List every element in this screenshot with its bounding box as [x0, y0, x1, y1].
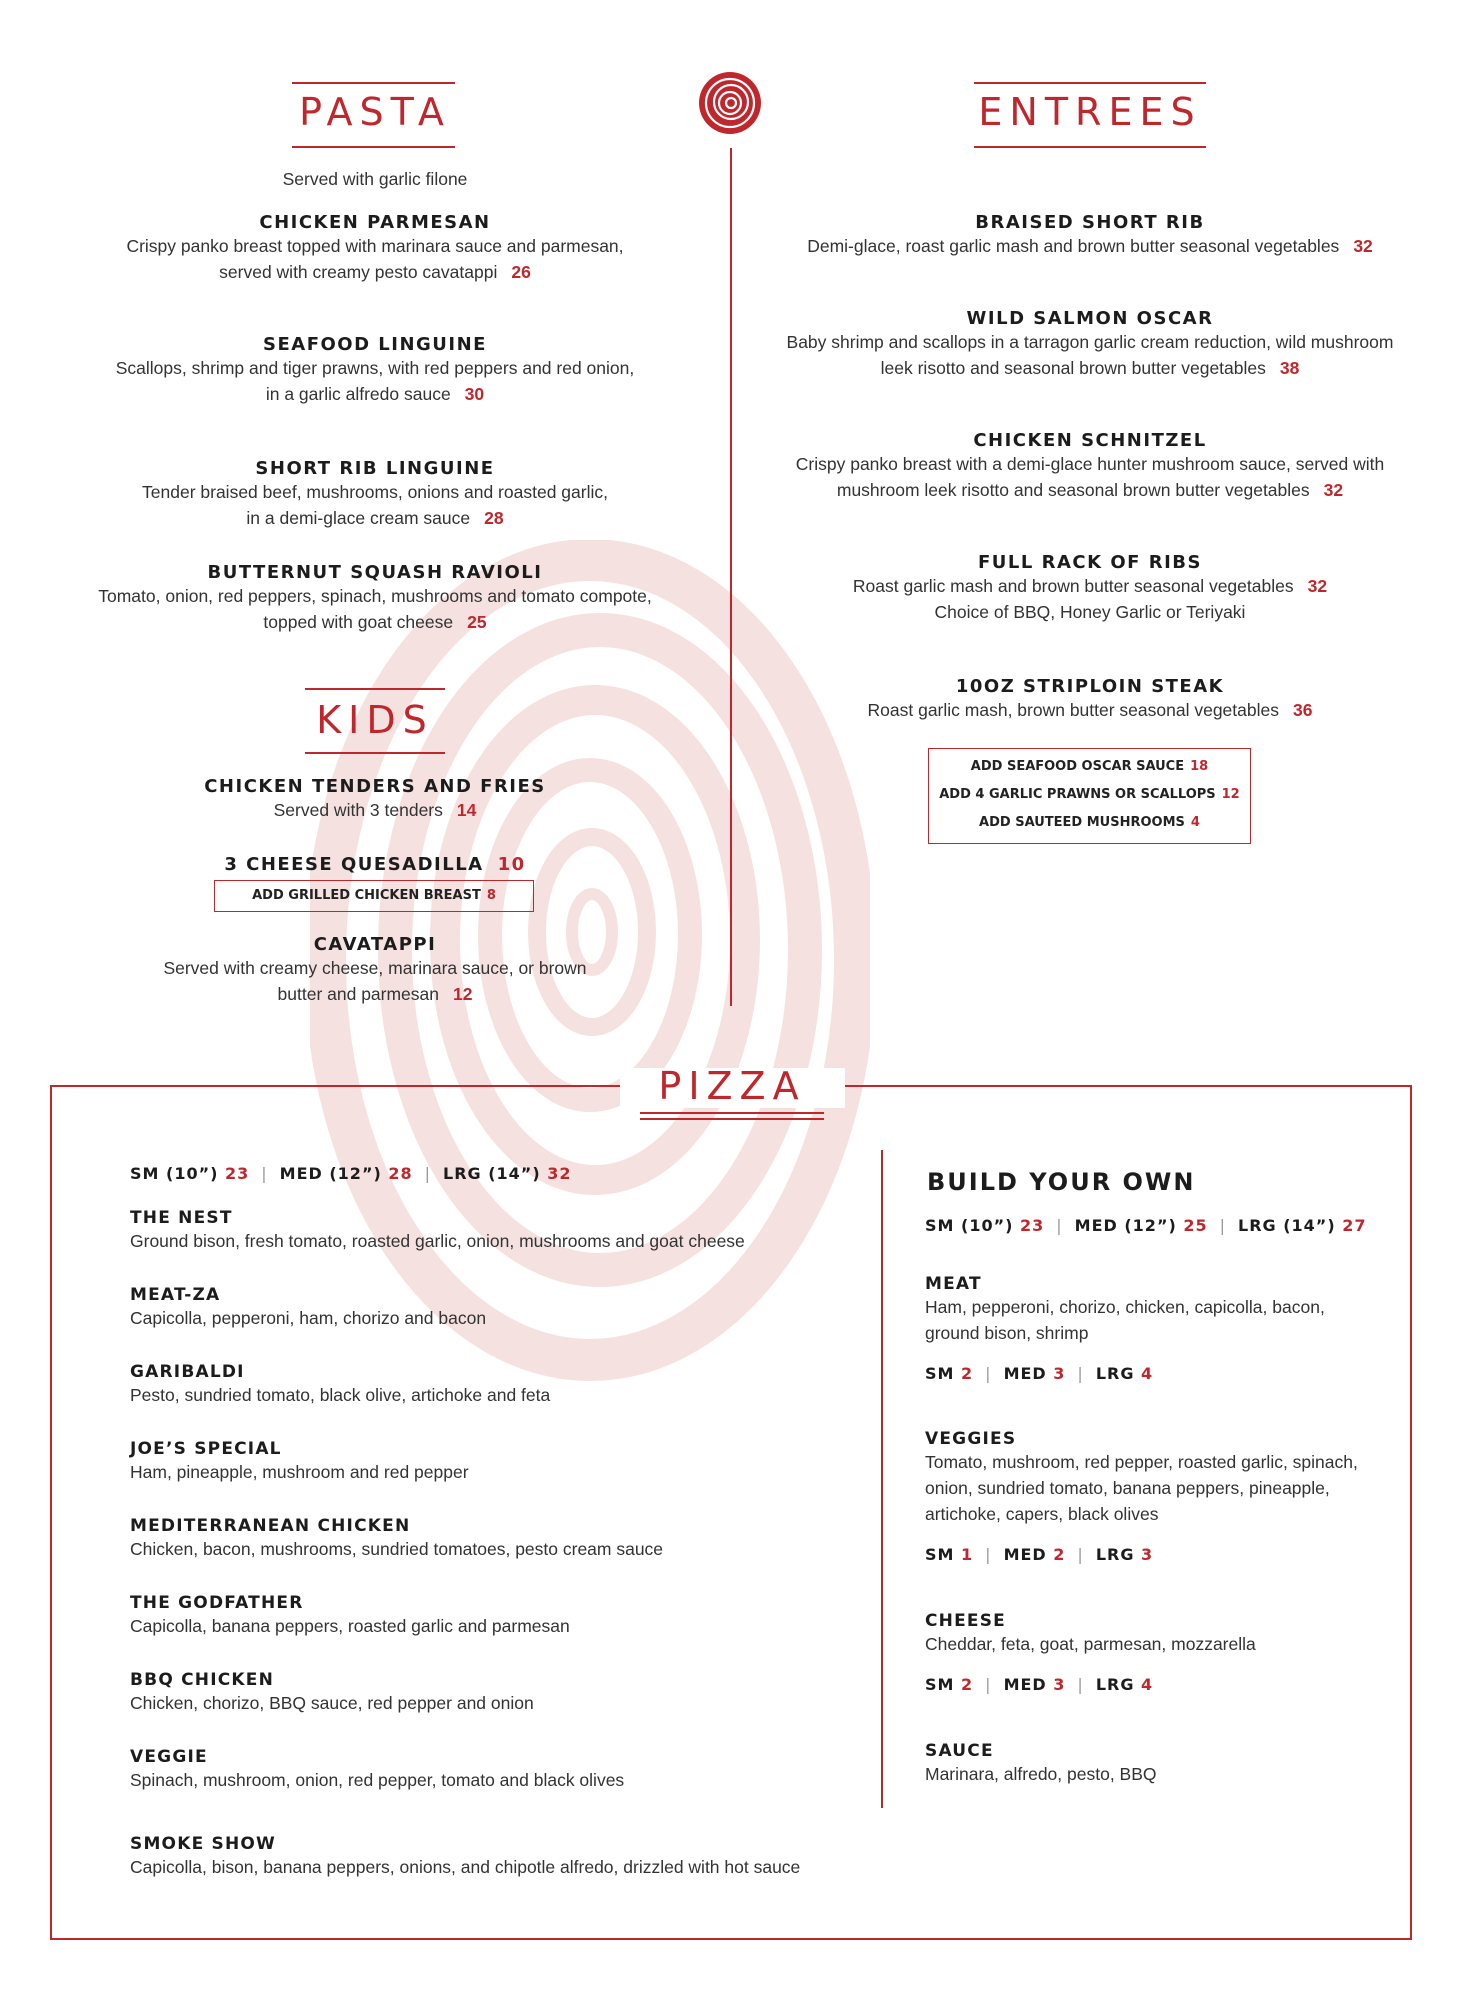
size-label: SM — [925, 1675, 955, 1694]
item-desc: Capicolla, pepperoni, ham, chorizo and bacon — [130, 1308, 487, 1328]
addon-label: ADD 4 GARLIC PRAWNS OR SCALLOPS — [939, 787, 1216, 802]
item-desc: Capicolla, bison, banana peppers, onions, and chipotle alfredo, drizzled with hot sauce — [130, 1857, 801, 1877]
item-price: 30 — [464, 384, 485, 404]
item-desc: Ham, pineapple, mushroom and red pepper — [130, 1462, 469, 1482]
item-desc: Roast garlic mash and brown butter seasonal vegetables — [852, 576, 1294, 596]
size-price: 4 — [1141, 1364, 1154, 1383]
pizza-item — [130, 1208, 850, 1254]
pasta-item — [75, 458, 675, 531]
item-name: SEAFOOD LINGUINE — [263, 334, 487, 355]
size-label: LRG — [1095, 1364, 1135, 1383]
item-desc: mushroom leek risotto and seasonal brown butter vegetables — [836, 480, 1310, 500]
item-name: BUTTERNUT SQUASH RAVIOLI — [207, 562, 543, 583]
addon-label: ADD SAUTEED MUSHROOMS — [979, 815, 1185, 830]
size-price: 23 — [1020, 1216, 1045, 1235]
pizza-item — [130, 1362, 850, 1408]
size-price: 3 — [1141, 1545, 1154, 1564]
item-desc: served with creamy pesto cavatappi — [219, 262, 498, 282]
pasta-title: PASTA — [299, 90, 451, 134]
size-price: 2 — [1053, 1545, 1066, 1564]
pizza-rule-2 — [640, 1118, 824, 1120]
size-label: SM (10”) — [925, 1216, 1014, 1235]
pasta-item — [75, 334, 675, 407]
item-name: GARIBALDI — [130, 1362, 245, 1382]
item-name: THE NEST — [130, 1208, 233, 1228]
item-desc: topped with goat cheese — [263, 612, 454, 632]
group-desc: ground bison, shrimp — [925, 1323, 1089, 1343]
byo-sizes: SM (10”) 23 | MED (12”) 25 | LRG (14”) 27 — [925, 1216, 1367, 1235]
group-name: MEAT — [925, 1274, 982, 1294]
kids-rule-bottom — [305, 752, 445, 754]
item-desc: in a garlic alfredo sauce — [265, 384, 451, 404]
item-price: 32 — [1353, 236, 1373, 256]
item-desc: Crispy panko breast topped with marinara sauce and parmesan, — [126, 236, 624, 256]
size-price: 23 — [225, 1164, 250, 1183]
size-label: SM — [925, 1545, 955, 1564]
entree-item — [760, 676, 1420, 723]
item-name: CHICKEN PARMESAN — [259, 212, 491, 233]
pizza-item — [130, 1747, 850, 1793]
entree-item — [760, 430, 1420, 503]
addon-price: 12 — [1221, 787, 1240, 802]
size-price: 3 — [1053, 1364, 1066, 1383]
item-name: 3 CHEESE QUESADILLA — [224, 854, 484, 875]
size-label: LRG (14”) — [1238, 1216, 1336, 1235]
pizza-item — [130, 1593, 850, 1639]
item-desc: Pesto, sundried tomato, black olive, artichoke and feta — [130, 1385, 551, 1405]
kids-addon-box — [214, 880, 534, 912]
swirl-logo-icon — [697, 70, 763, 136]
size-price: 28 — [388, 1164, 413, 1183]
item-price: 32 — [1323, 480, 1344, 500]
item-desc: Ground bison, fresh tomato, roasted garlic, onion, mushrooms and goat cheese — [130, 1231, 745, 1251]
addon-price: 4 — [1190, 815, 1200, 830]
item-name: BBQ CHICKEN — [130, 1670, 275, 1690]
entrees-title: ENTREES — [978, 90, 1202, 134]
kids-item — [75, 854, 675, 875]
item-name: MEDITERRANEAN CHICKEN — [130, 1516, 411, 1536]
item-desc: Capicolla, banana peppers, roasted garlic and parmesan — [130, 1616, 570, 1636]
size-price: 25 — [1183, 1216, 1208, 1235]
item-price: 32 — [1307, 576, 1328, 596]
pizza-title: PIZZA — [658, 1064, 806, 1108]
item-desc: Baby shrimp and scallops in a tarragon garlic cream reduction, wild mushroom — [786, 332, 1394, 352]
group-desc: Cheddar, feta, goat, parmesan, mozzarella — [925, 1634, 1256, 1654]
item-name: THE GODFATHER — [130, 1593, 304, 1613]
byo-group-cheese: CHEESE Cheddar, feta, goat, parmesan, mozzarella SM 2 | MED 3 | LRG 4 — [925, 1611, 1385, 1694]
size-label: MED — [1003, 1545, 1047, 1564]
size-label: MED (12”) — [279, 1164, 382, 1183]
item-desc: in a demi-glace cream sauce — [246, 508, 471, 528]
addon-label: ADD SEAFOOD OSCAR SAUCE — [970, 759, 1185, 774]
item-name: CHICKEN TENDERS AND FRIES — [204, 776, 546, 797]
pasta-item — [75, 562, 675, 635]
size-price: 32 — [547, 1164, 572, 1183]
item-price: 10 — [497, 854, 526, 875]
pasta-rule-bottom — [292, 146, 455, 148]
entree-item — [760, 552, 1420, 625]
item-name: JOE’S SPECIAL — [130, 1439, 282, 1459]
item-desc: Chicken, bacon, mushrooms, sundried tomatoes, pesto cream sauce — [130, 1539, 664, 1559]
size-label: LRG — [1095, 1675, 1135, 1694]
item-name: SHORT RIB LINGUINE — [255, 458, 495, 479]
size-price: 4 — [1141, 1675, 1154, 1694]
entrees-rule-top — [974, 82, 1206, 84]
center-divider — [730, 148, 732, 1006]
size-price: 27 — [1342, 1216, 1367, 1235]
item-desc: Roast garlic mash, brown butter seasonal vegetables — [867, 700, 1279, 720]
size-price: 2 — [961, 1675, 974, 1694]
group-desc: artichoke, capers, black olives — [925, 1504, 1159, 1524]
item-name: MEAT-ZA — [130, 1285, 221, 1305]
kids-item — [75, 776, 675, 823]
entree-addons-box — [928, 748, 1251, 844]
pizza-sizes: SM (10”) 23 | MED (12”) 28 | LRG (14”) 32 — [130, 1164, 572, 1183]
pizza-item — [130, 1516, 850, 1562]
size-price: 1 — [961, 1545, 974, 1564]
addon-label: ADD GRILLED CHICKEN BREAST — [252, 888, 481, 903]
kids-rule-top — [305, 688, 445, 690]
item-name: WILD SALMON OSCAR — [966, 308, 1214, 329]
size-label: LRG — [1095, 1545, 1135, 1564]
size-label: SM — [925, 1364, 955, 1383]
item-name: FULL RACK OF RIBS — [978, 552, 1202, 573]
item-name: BRAISED SHORT RIB — [975, 212, 1205, 233]
item-desc: Scallops, shrimp and tiger prawns, with red peppers and red onion, — [115, 358, 635, 378]
item-price: 26 — [511, 262, 531, 282]
entree-item — [760, 308, 1420, 381]
item-name: SMOKE SHOW — [130, 1834, 276, 1854]
item-desc: Spinach, mushroom, onion, red pepper, tomato and black olives — [130, 1770, 625, 1790]
pizza-item — [130, 1285, 850, 1331]
size-label: MED — [1003, 1364, 1047, 1383]
item-desc: Served with 3 tenders — [273, 800, 443, 820]
kids-item — [75, 934, 675, 1007]
byo-group-sauce — [925, 1741, 1385, 1787]
item-desc: Demi-glace, roast garlic mash and brown butter seasonal vegetables — [807, 236, 1340, 256]
item-price: 38 — [1279, 358, 1300, 378]
group-desc: Marinara, alfredo, pesto, BBQ — [925, 1764, 1157, 1784]
item-price: 14 — [456, 800, 477, 820]
group-desc: Tomato, mushroom, red pepper, roasted garlic, spinach, — [925, 1452, 1358, 1472]
item-name: VEGGIE — [130, 1747, 208, 1767]
item-desc: butter and parmesan — [277, 984, 440, 1004]
item-desc: leek risotto and seasonal brown butter vegetables — [880, 358, 1266, 378]
item-desc: Chicken, chorizo, BBQ sauce, red pepper and onion — [130, 1693, 534, 1713]
item-price: 12 — [453, 984, 473, 1004]
item-name: CHICKEN SCHNITZEL — [973, 430, 1207, 451]
size-label: MED — [1003, 1675, 1047, 1694]
entrees-rule-bottom — [974, 146, 1206, 148]
item-desc: Crispy panko breast with a demi-glace hunter mushroom sauce, served with — [795, 454, 1385, 474]
pasta-rule-top — [292, 82, 455, 84]
kids-title: KIDS — [316, 698, 434, 742]
size-label: SM (10”) — [130, 1164, 219, 1183]
item-price: 28 — [484, 508, 504, 528]
pizza-item — [130, 1834, 870, 1880]
byo-title: BUILD YOUR OWN — [927, 1168, 1196, 1196]
size-label: MED (12”) — [1074, 1216, 1177, 1235]
group-desc: Ham, pepperoni, chorizo, chicken, capicolla, bacon, — [925, 1297, 1325, 1317]
size-price: 3 — [1053, 1675, 1066, 1694]
size-label: LRG (14”) — [443, 1164, 541, 1183]
item-name: 10OZ STRIPLOIN STEAK — [955, 676, 1225, 697]
group-name: VEGGIES — [925, 1429, 1017, 1449]
item-desc: Choice of BBQ, Honey Garlic or Teriyaki — [934, 602, 1246, 622]
group-name: SAUCE — [925, 1741, 994, 1761]
item-desc: Tomato, onion, red peppers, spinach, mushrooms and tomato compote, — [98, 586, 652, 606]
byo-group-meat: MEAT Ham, pepperoni, chorizo, chicken, capicolla, bacon, ground bison, shrimp SM 2 | MED 3 | LRG 4 — [925, 1274, 1385, 1383]
item-name: CAVATAPPI — [313, 934, 437, 955]
byo-group-veggies: VEGGIES Tomato, mushroom, red pepper, roasted garlic, spinach, onion, sundried tomato, banana peppers, pineapple, artichoke, capers, black olives SM 1 | MED 2 | LRG 3 — [925, 1429, 1385, 1564]
item-desc: Tender braised beef, mushrooms, onions and roasted garlic, — [142, 482, 608, 502]
group-name: CHEESE — [925, 1611, 1006, 1631]
pasta-subtitle: Served with garlic filone — [282, 169, 468, 189]
addon-price: 18 — [1190, 759, 1209, 774]
size-price: 2 — [961, 1364, 974, 1383]
pizza-column-divider — [881, 1150, 883, 1808]
pizza-item — [130, 1439, 850, 1485]
item-price: 25 — [467, 612, 487, 632]
pasta-item — [75, 212, 675, 285]
item-price: 36 — [1293, 700, 1313, 720]
addon-price: 8 — [486, 888, 496, 903]
entree-item — [760, 212, 1420, 259]
pizza-item — [130, 1670, 850, 1716]
group-desc: onion, sundried tomato, banana peppers, pineapple, — [925, 1478, 1330, 1498]
pizza-rule-1 — [640, 1112, 824, 1114]
item-desc: Served with creamy cheese, marinara sauce, or brown — [163, 958, 587, 978]
